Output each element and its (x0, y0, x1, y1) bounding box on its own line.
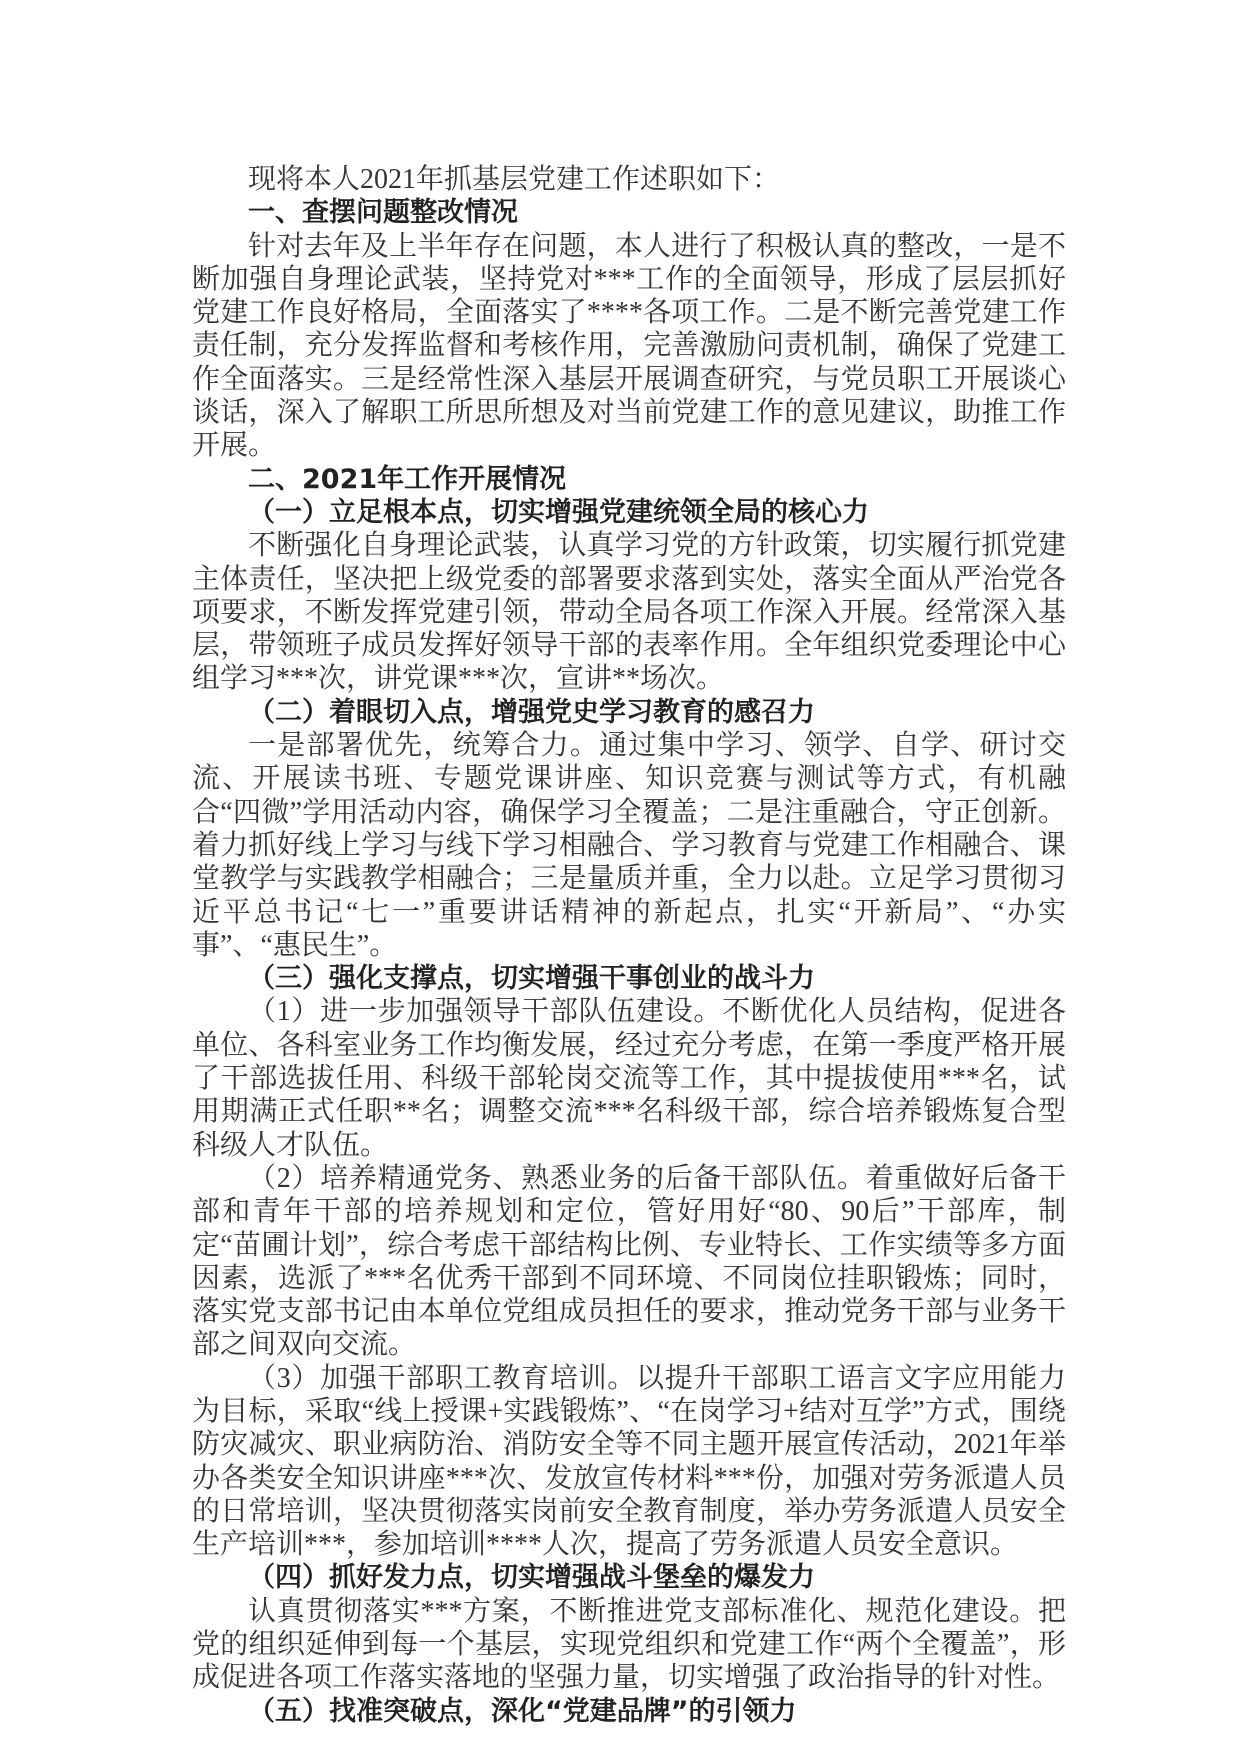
intro-paragraph: 现将本人2021年抓基层党建工作述职如下： (248, 164, 781, 195)
section-1-heading: 一、查摆问题整改情况 (248, 197, 518, 229)
subsection-3-item-1: （1）进一步加强领导干部队伍建设。不断优化人员结构，促进各单位、各科室业务工作均衡发展，经过充分考虑，在第一季度严格开展了干部选拔任用、科级干部轮岗交流等工作，其中提拔使用***名，试用期满正式任职**名；调整交流***名科级干部，综合培养锻炼复合型科级人才队伍。 (192, 996, 1066, 1161)
subsection-5-heading: （五）找准突破点，深化“党建品牌”的引领力 (248, 1695, 797, 1727)
subsection-2-heading: （二）着眼切入点，增强党史学习教育的感召力 (248, 696, 815, 728)
subsection-4-heading: （四）抓好发力点，切实增强战斗堡垒的爆发力 (248, 1562, 815, 1594)
section-1-body: 针对去年及上半年存在问题，本人进行了积极认真的整改，一是不断加强自身理论武装，坚持党对***工作的全面领导，形成了层层抓好党建工作良好格局，全面落实了****各项工作。二是不断完善党建工作责任制，充分发挥监督和考核作用，完善激励问责机制，确保了党建工作全面落实。三是经常性深入基层开展调查研究，与党员职工开展谈心谈话，深入了解职工所思所想及对当前党建工作的意见建议，助推工作开展。 (192, 230, 1066, 462)
subsection-1-heading: （一）立足根本点，切实增强党建统领全局的核心力 (248, 496, 869, 528)
subsection-2-body: 一是部署优先，统筹合力。通过集中学习、领学、自学、研讨交流、开展读书班、专题党课讲座、知识竞赛与测试等方式，有机融合“四微”学用活动内容，确保学习全覆盖；二是注重融合，守正创新。着力抓好线上学习与线下学习相融合、学习教育与党建工作相融合、课堂教学与实践教学相融合；三是量质并重，全力以赴。立足学习贯彻习近平总书记“七一”重要讲话精神的新起点，扎实“开新局”、“办实事”、“惠民生”。 (192, 730, 1066, 961)
section-2-heading: 二、2021年工作开展情况 (248, 463, 567, 495)
document-page (192, 163, 1066, 1728)
subsection-3-item-2: （2）培养精通党务、熟悉业务的后备干部队伍。着重做好后备干部和青年干部的培养规划和定位，管好用好“80、90后”干部库，制定“苗圃计划”，综合考虑干部结构比例、专业特长、工作实绩等多方面因素，选派了***名优秀干部到不同环境、不同岗位挂职锻炼；同时，落实党支部书记由本单位党组成员担任的要求，推动党务干部与业务干部之间双向交流。 (192, 1162, 1066, 1361)
subsection-3-heading: （三）强化支撑点，切实增强干事创业的战斗力 (248, 963, 815, 995)
subsection-1-body: 不断强化自身理论武装，认真学习党的方针政策，切实履行抓党建主体责任，坚决把上级党委的部署要求落到实处，落实全面从严治党各项要求，不断发挥党建引领，带动全局各项工作深入开展。经常深入基层，带领班子成员发挥好领导干部的表率作用。全年组织党委理论中心组学习***次，讲党课***次，宣讲**场次。 (192, 530, 1066, 695)
subsection-3-item-3: （3）加强干部职工教育培训。以提升干部职工语言文字应用能力为目标，采取“线上授课+实践锻炼”、“在岗学习+结对互学”方式，围绕防灾减灾、职业病防治、消防安全等不同主题开展宣传活动，2021年举办各类安全知识讲座***次、发放宣传材料***份，加强对劳务派遣人员的日常培训，坚决贯彻落实岗前安全教育制度，举办劳务派遣人员安全生产培训***，参加培训****人次，提高了劳务派遣人员安全意识。 (192, 1362, 1066, 1561)
subsection-4-body: 认真贯彻落实***方案，不断推进党支部标准化、规范化建设。把党的组织延伸到每一个基层，实现党组织和党建工作“两个全覆盖”，形成促进各项工作落实落地的坚强力量，切实增强了政治指导的针对性。 (192, 1595, 1066, 1694)
